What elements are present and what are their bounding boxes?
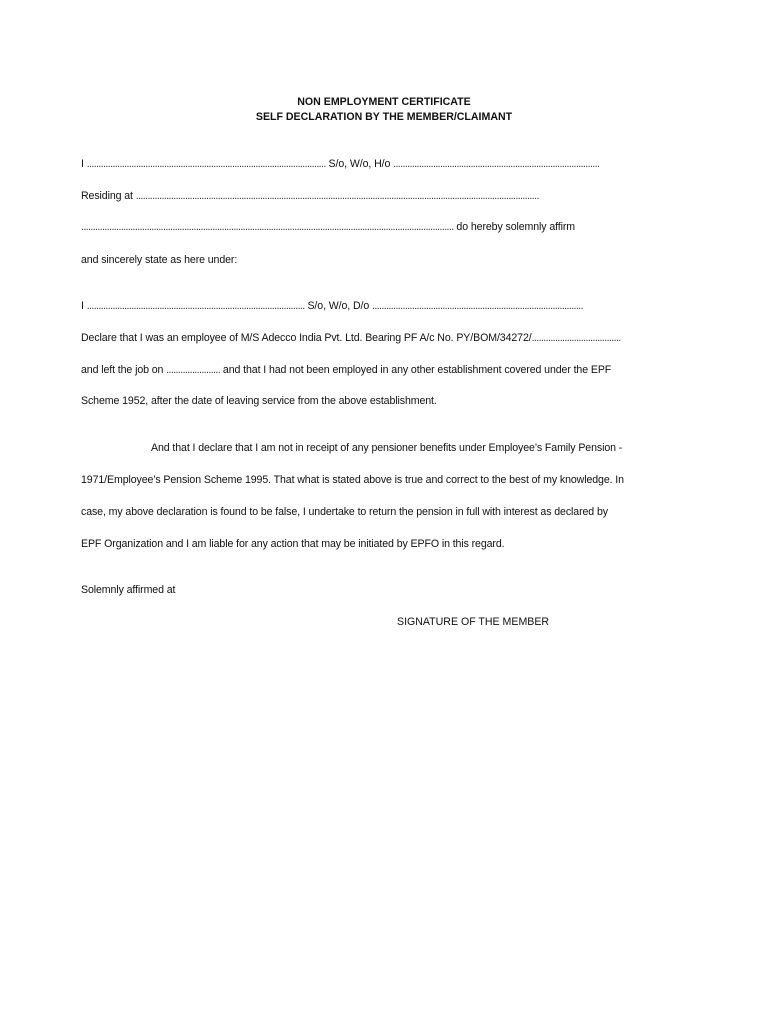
residing-label: Residing at [81, 190, 136, 202]
document-subtitle: SELF DECLARATION BY THE MEMBER/CLAIMANT [255, 111, 513, 123]
declarant-name-line [81, 157, 599, 171]
line-prefix: I [81, 158, 87, 170]
date-blank: ....................... [166, 364, 221, 376]
document-title: NON EMPLOYMENT CERTIFICATE [297, 96, 471, 108]
employer-line [81, 331, 621, 345]
affirm-text: do hereby solemnly affirm [453, 221, 576, 233]
declaration-paragraph-line-2: 1971/Employee’s Pension Scheme 1995. That what is stated above is true and correct to the best of my knowledge. In [81, 474, 624, 486]
left-job-label: and left the job on [81, 364, 167, 376]
affirm-line [81, 220, 575, 234]
address-blank-continued: ............................................................................................................................................................... [81, 221, 454, 233]
address-blank: ............................................................................................................................................................................ [135, 190, 539, 202]
statement-intro: and sincerely state as here under: [81, 254, 238, 266]
employee-name-line [81, 299, 583, 313]
relation-label: S/o, W/o, D/o [304, 300, 373, 312]
declaration-paragraph-line-3: case, my above declaration is found to be false, I undertake to return the pension in full with interest as declared by [81, 506, 608, 518]
left-job-line [81, 363, 611, 377]
employee-name-blank: ............................................................................................. [86, 300, 305, 312]
name-blank: ...................................................................................................... [86, 158, 326, 170]
declaration-paragraph-line-4: EPF Organization and I am liable for any action that may be initiated by EPFO in this regard. [81, 538, 505, 550]
declaration-paragraph-line-1: And that I declare that I am not in receipt of any pensioner benefits under Employee’s Family Pension - [151, 442, 623, 454]
residence-line [81, 189, 539, 203]
left-job-text: and that I had not been employed in any other establishment covered under the EPF [220, 364, 612, 376]
relation-name-blank: .......................................................................................... [372, 300, 583, 312]
relation-label: S/o, W/o, H/o [325, 158, 394, 170]
relation-name-blank: ........................................................................................ [393, 158, 600, 170]
scheme-line: Scheme 1952, after the date of leaving service from the above establishment. [81, 395, 437, 407]
affirmed-at-label: Solemnly affirmed at [81, 584, 176, 596]
signature-label: SIGNATURE OF THE MEMBER [397, 616, 550, 628]
employer-text: Declare that I was an employee of M/S Adecco India Pvt. Ltd. Bearing PF A/c No. PY/BOM/34272/ [81, 332, 532, 344]
line-prefix: I [81, 300, 87, 312]
pf-number-blank: ...................................... [531, 332, 621, 344]
